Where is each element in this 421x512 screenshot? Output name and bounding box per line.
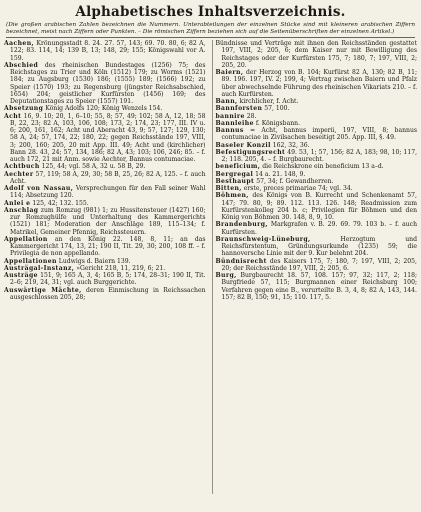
index-entry-text: die Reichskrone ein beneficium 13 a–d. [262,163,384,171]
index-entry-headword: Bann, [215,98,238,106]
index-entry [216,178,418,185]
index-entry [216,185,418,192]
index-entry-text: Markgrafen v. B. 29. 69. 79. 103 b. – f. auch Kurfürsten. [221,221,417,236]
index-entry-text: 125, 42; 132. 155. [32,199,89,207]
index-entry-headword: Böhmen, [215,192,249,200]
index-entry-headword: Anschlag [4,206,39,214]
index-entry-text: deren Einmischung in Reichssachen ausgeschlossen 205, 28; [10,286,206,301]
index-entry-headword: Aachen, [4,40,35,48]
index-entry-text: 49. 53, 1; 57, 156; 82 A, 183; 98, 10; 117, 2; 118. 205, 4. – f. Burgbaurecht. [221,148,417,164]
index-entry [4,40,206,62]
index-entry-headword: Baseler Konzil [215,141,271,149]
index-entry-headword: Austräge [4,272,38,280]
index-entry-text: erste, preces primariae 74; vgl. 34. [243,185,353,193]
index-entry [4,113,206,164]
index-entry-headword: Bannleihe [215,119,254,127]
index-entry-text: 125, 44; vgl. 58 A, 32 u. 58 B, 29. [41,163,146,171]
index-entry-text: Herzogtum und Reichsfürstentum, Gründungsurkunde (1235) 59; die hannoversche Linie mit der 9. Kur belehnt 204. [221,235,417,258]
index-entry-headword: Achtbuch [4,163,40,171]
index-entry-text: des Kaisers 175, 7; 180, 7; 197, VIII, 2; 205, 20; der Reichsstände 197, VIII, 2; 205, 6. [221,257,417,272]
index-entry-headword: Bannus [215,127,244,135]
index-entry [4,236,206,258]
index-entry-headword: Brandenburg, [215,221,268,229]
index-entry-headword: Befestigungsrecht [215,148,286,156]
index-entry-text: Bündnisse und Verträge mit ihnen den Reichsständen gestattet 197, VIII, 2; 205, 6; dem Kaiser nur mit Bewilligung des Reichstages oder der Kurfürsten 175, 7; 180, 7; 197, VIII, 2; 205, 20. [215,40,417,69]
index-entry-headword: beneficium, [215,163,261,171]
index-entry [216,113,418,120]
index-entry-text: an den König 22. 148, 8, 11; an das Kammergericht 174, 13, 21; 190 II, Tit. 29, 30; 200, 108 ff. – f. Privilegia de non appellando. [10,235,206,258]
index-entry [216,142,418,149]
index-entry-headword: Besthaupt [215,177,255,185]
index-entry-headword: Anlei e [4,199,31,207]
index-entry-headword: Appellation [4,235,48,243]
index-entry-text: 162, 32, 36. [272,141,310,149]
index-title: Alphabetisches Inhaltsverzeichnis. [75,4,346,20]
index-entry-headword: Bitten, [215,185,242,193]
index-entry-headword: Appellationen [4,257,57,265]
index-entry-text: Versprechungen für den Fall seiner Wahl 114; Absetzung 120. [10,185,206,200]
index-entry-headword: Burg, [215,272,237,280]
index-entry [216,40,418,69]
index-entry-text: 57, 34; f. Gewandherren. [256,177,334,185]
index-entry-text: König Adolfs 120; König Wenzels 154. [45,105,163,113]
index-column-left [4,40,206,494]
index-entry [4,105,206,112]
index-entry [4,287,206,302]
index-entry-headword: Bündnisrecht [215,257,267,265]
index-entry-text: Krönungsstadt 8. 24. 27. 57, 143; 69. 70. 80, 6; 82 A, 122; 83. 114, 14; 139 B, 13; 148, 29; 155; Königswahl vor A. 159. [10,40,206,62]
index-entry [216,149,418,164]
index-entry [4,171,206,186]
index-entry-text: »Gericht 218, 11, 219, 6; 21. [76,264,166,272]
index-entry [4,258,206,265]
index-entry [216,192,418,221]
index-entry [216,272,418,301]
index-column-right [212,40,418,494]
index-entry-headword: Acht [4,112,22,120]
index-entry [216,171,418,178]
index-entry-headword: Aechter [4,170,34,178]
index-entry-headword: Bergregal [215,170,254,178]
index-entry-text: der Herzog von B. 104; Kurfürst 82 A, 130; 82 B, 11; 89. 196. 197, IV. 2; 199, 4; Vertrag zwischen Baiern und Pfalz über abwechselnde Führung des rheinischen Vikariats 210. – f. auch Kurfürsten. [221,69,417,98]
index-entry [216,98,418,105]
index-entry-text: Burgbaurecht 18. 57, 108. 157; 97, 32; 117, 2; 118; Burgfriede 57, 115; Burgmannen einer Reichsburg 100; Verfahren gegen eine B., verurteilte B. 3, 4, 8; 82 A, 143, 144. 157; 82 B, 150; 91, 15; 110. 117, 5. [221,272,417,301]
index-entry-text: 57, 119; 58 A, 29, 30; 58 B, 25, 26; 82 A, 125. – f. auch Acht. [10,170,206,185]
index-entry [216,221,418,236]
index-entry-text: kirchlicher, f. Acht. [239,98,299,106]
index-entry-text: 151, 9; 165 A, 3, 4; 165 B, 5; 174, 28–31; 190 II, Tit. 2–6; 219, 24, 31; vgl. auch Burggerichte. [10,272,206,287]
index-columns [4,40,417,494]
index-entry-headword: Baiern, [215,69,244,77]
index-entry [216,120,418,127]
index-entry-text: 16, 9. 10; 20, 1, 6–10; 55, 8; 57, 49; 102; 58 A, 12, 18; 58 B, 22, 23; 82 A, 103, 106, 108; 173, 2; 174, 23; 177, III. IV u. 6; 200, 161, 162; Acht und Aberacht 43, 9; 57, 127; 129, 130; 58 A, 24; 57, 174, 22; 180, 22; gegen Reichsstände 197, VIII, 3; 200, 160; 205, 20 mit App. III. 49; Acht und (kirchlicher) Bann 28. 43, 24; 57, 134, 186; 82 A, 43; 103; 106, 246; 85. – f. auch 172, 21 mit Anm. sowie Aechter, Bannus contumaciae. [10,112,206,164]
index-entry [4,200,206,207]
index-entry-text: 28. [246,112,257,120]
index-entry-text: f. Königsbann. [255,119,301,127]
index-entry-text: = Acht, bannus imperii, 197, VIII, 8; bannus contumaciae in Zivilsachen beseitigt 205. App. III, §. 49. [221,127,417,142]
index-entry [216,69,418,98]
index-entry-text: des Königs von B. Kurrecht und Schenkenamt 57, 147; 79. 80, 9; 89. 112. 113. 126. 148; Readmission zum Kurfürstenkolleg 204 b. c; Privilegien für Böhmen und den König von Böhmen 30. 148, 8, 9, 10. [221,192,417,222]
index-entry [216,127,418,142]
index-entry [216,105,418,112]
index-entry-headword: Absetzung [4,105,44,113]
index-entry-headword: Bannforsten [215,105,263,113]
index-entry [4,207,206,236]
editorial-note: (Die großen arabischen Zahlen bezeichnen die Nummern. Unterabteilungen der einzelnen Stücke sind mit kleineren arabischen Ziffern bezeichnet, meist nach Ziffern oder Punkten. – Die römischen Ziffern beziehen sich auf die Seitenüberschriften der einzelnen Artikel.) [6,22,415,38]
index-entry-headword: Adolf von Nassau, [4,185,74,193]
index-entry-headword: bannire [215,112,245,120]
index-entry-text: 57, 100. [264,105,290,113]
index-entry-text: Ludwigs d. Baiern 139. [58,257,131,265]
index-entry-headword: Abschied [4,61,39,69]
index-entry-headword: Braunschweig-Lüneburg, [215,235,311,243]
index-entry-text: des rheinischen Bundestages (1256) 75; des Reichstages zu Trier und Köln (1512) 179; zu Worms (1521) 184; zu Augsburg (1530) 186; (1555) 189; (1566) 192; zu Speier (1570) 193; zu Regensburg (jüngster Reichsabschied, 1654) 204; geistlicher Kurfürsten (1456) 169; des Deputationstages zu Speier (1557) 191. [10,61,206,106]
index-entry [4,272,206,287]
index-entry [4,265,206,272]
index-entry [216,258,418,273]
index-entry [4,163,206,170]
index-entry-headword: Austrägal-Instanz, [4,264,75,272]
index-entry [4,62,206,106]
index-entry [216,236,418,258]
index-entry [216,163,418,170]
index-entry-text: zum Romzug (981) 1; zu Hussitensteuer (1427) 160; zur Romzughülfe und Unterhaltung des Kammergerichts (1521) 181; Moderation der Anschläge 189, 115–134; f. Matrikel, Gemeiner Pfennig, Reichssteuern. [10,206,206,236]
index-entry-text: 14 a. 21. 148, 9. [255,170,306,178]
index-entry-headword: Auswärtige Mächte, [4,286,82,294]
index-entry [4,185,206,200]
